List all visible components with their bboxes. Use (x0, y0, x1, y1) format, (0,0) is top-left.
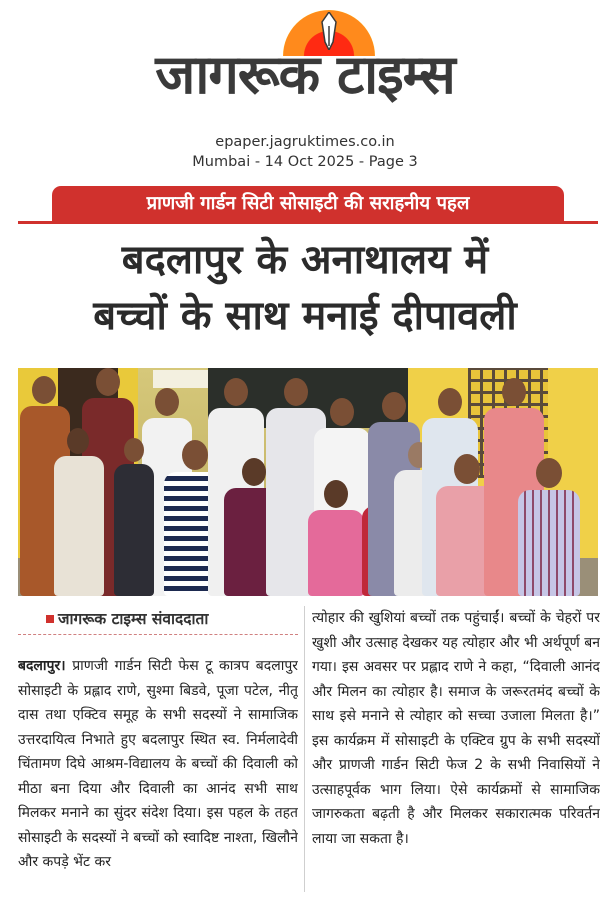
source-info (0, 132, 610, 172)
byline-divider (18, 634, 298, 635)
photo-person (114, 438, 154, 596)
photo-person (308, 480, 364, 596)
headline-line-1: बदलापुर के अनाथालय में (121, 237, 489, 283)
article-body-right-column: त्योहार की खुशियां बच्चों तक पहुंचाईं। बच्चों के चेहरों पर खुशी और उत्साह देखकर यह त्योहार और भी अर्थपूर्ण बन गया। इस अवसर पर प्रह्लाद राणे ने कहा, “दिवाली आनंद और मिलन का त्योहार है। समाज के जरूरतमंद बच्चों के साथ इसे मनाने से त्योहार को सच्चा उजाला मिलता है।” इस कार्यक्रम में सोसाइटी के एक्टिव ग्रुप के सभी सदस्यों और प्राणजी गार्डन सिटी फेज 2 के सभी निवासियों ने उत्साहपूर्वक भाग लिया। ऐसे कार्यक्रमों से सामाजिक जागरुकता बढ़ती है और मिलकर सकारात्मक परिवर्तन लाया जा सकता है। (312, 610, 600, 847)
photo-sign (153, 370, 208, 388)
photo-person (54, 428, 104, 596)
article-body-left-text: प्राणजी गार्डन सिटी फेस टू कात्रप बदलापुर सोसाइटी के प्रह्लाद राणे, सुश्मा बिडवे, पूजा पटेल, नीतू दास तथा एक्टिव समूह के सभी सदस्यों ने सामाजिक उत्तरदायित्व निभाते हुए बदलापुर स्थित स्व. निर्मलादेवी चिंतामण दिघे आश्रम-विद्यालय के बच्चों की दिवाली को मीठा बना दिया और दिवाली का आनंद सभी साथ मिलकर मनाने का सुंदर संदेश दिया। इस पहल के तहत सोसाइटी के सदस्यों ने बच्चों को स्वादिष्ट नाश्ता, खिलौने और कपड़े भेंट कर (18, 658, 298, 870)
masthead (0, 0, 610, 120)
headline-line-2: बच्चों के साथ मनाई दीपावली (93, 293, 517, 339)
edition-date-page: Mumbai - 14 Oct 2025 - Page 3 (192, 154, 418, 170)
newspaper-logo-title: जागरूक टाइम्स (155, 43, 455, 106)
column-divider (304, 606, 305, 892)
article-byline: जागरूक टाइम्स संवाददाता (58, 610, 209, 628)
article-body-left-column (18, 654, 298, 894)
epaper-url[interactable]: epaper.jagruktimes.co.in (215, 134, 395, 150)
byline-bullet-icon (46, 615, 54, 623)
article-dateline: बदलापुर। (18, 658, 66, 674)
article-kicker: प्राणजी गार्डन सिटी सोसाइटी की सराहनीय पहल (52, 186, 564, 222)
group-photo (18, 368, 598, 596)
article-headline (0, 232, 610, 344)
photo-person (518, 458, 580, 596)
